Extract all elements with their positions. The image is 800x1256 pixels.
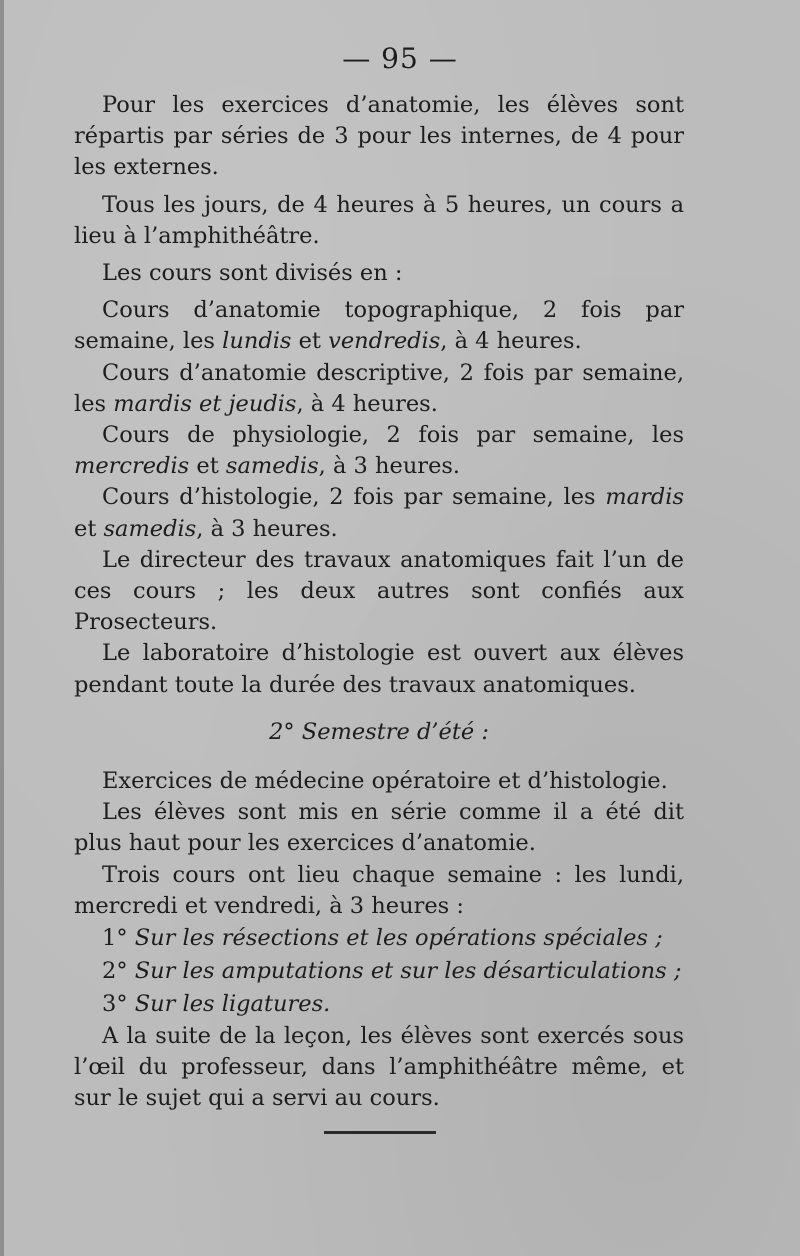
course-text: , à 3 heures. [318, 453, 461, 480]
page-number: — 95 — [342, 42, 458, 75]
paragraph-laboratory: Le laboratoire d’histologie est ouvert aux élèves pendant toute la durée des travaux anatomiques. [74, 640, 684, 698]
course-day: vendredis [328, 328, 441, 355]
list-text: Sur les ligatures. [134, 991, 331, 1018]
course-text: Cours d’histologie, 2 fois par semaine, les [102, 484, 606, 511]
list-text: Sur les amputations et sur les désarticulations ; [134, 958, 682, 985]
paragraph-surgery-exercises: Exercices de médecine opératoire et d’histologie. [102, 768, 668, 795]
course-text: et [291, 328, 329, 355]
course-topographic-anatomy [74, 295, 684, 357]
paragraph-closing: A la suite de la leçon, les élèves sont exercés sous l’œil du professeur, dans l’amphithéâtre même, et sur le sujet qui a servi au cours. [74, 1023, 684, 1112]
course-day: mardis et jeudis [113, 390, 297, 417]
page-body [74, 90, 684, 1115]
course-text: , à 3 heures. [196, 515, 338, 542]
course-text: , à 4 heures. [296, 390, 438, 417]
course-day: mercredis [74, 453, 190, 480]
course-day: samedis [103, 515, 197, 542]
paragraph-course-division: Les cours sont divisés en : [102, 260, 403, 287]
course-text: Cours d’anatomie topographique, 2 fois par semaine, les [74, 297, 684, 355]
list-number: 1° [102, 925, 128, 952]
course-physiology [74, 420, 684, 482]
list-item [74, 988, 684, 1021]
paragraph-exercises: Pour les exercices d’anatomie, les élèves sont répartis par séries de 3 pour les internes, de 4 pour les externes. [74, 92, 684, 181]
list-number: 3° [102, 991, 128, 1018]
list-item [74, 955, 684, 988]
course-histology [74, 482, 684, 544]
list-number: 2° [102, 958, 128, 985]
paragraph-three-courses: Trois cours ont lieu chaque semaine : les lundi, mercredi et vendredi, à 3 heures : [74, 861, 684, 919]
closing-rule [324, 1131, 436, 1134]
course-text: Cours de physiologie, 2 fois par semaine, les [102, 422, 684, 449]
course-text: et [189, 453, 226, 480]
course-text: et [74, 515, 104, 542]
course-day: samedis [225, 453, 319, 480]
paragraph-daily-course: Tous les jours, de 4 heures à 5 heures, un cours a lieu à l’amphithéâtre. [74, 191, 684, 249]
course-text: , à 4 heures. [440, 328, 582, 355]
section-heading: 2° Semestre d’été : [269, 718, 489, 745]
page-edge [0, 0, 4, 1256]
list-item [74, 922, 684, 955]
course-descriptive-anatomy [74, 358, 684, 420]
paragraph-director: Le directeur des travaux anatomiques fait l’un de ces cours ; les deux autres sont confiés aux Prosecteurs. [74, 546, 684, 636]
course-day: lundis [222, 328, 292, 355]
paragraph-series: Les élèves sont mis en série comme il a été dit plus haut pour les exercices d’anatomie. [74, 799, 684, 857]
course-day: mardis [605, 484, 684, 511]
list-text: Sur les résections et les opérations spéciales ; [134, 925, 663, 952]
course-text: Cours d’anatomie descriptive, 2 fois par semaine, les [74, 359, 684, 417]
